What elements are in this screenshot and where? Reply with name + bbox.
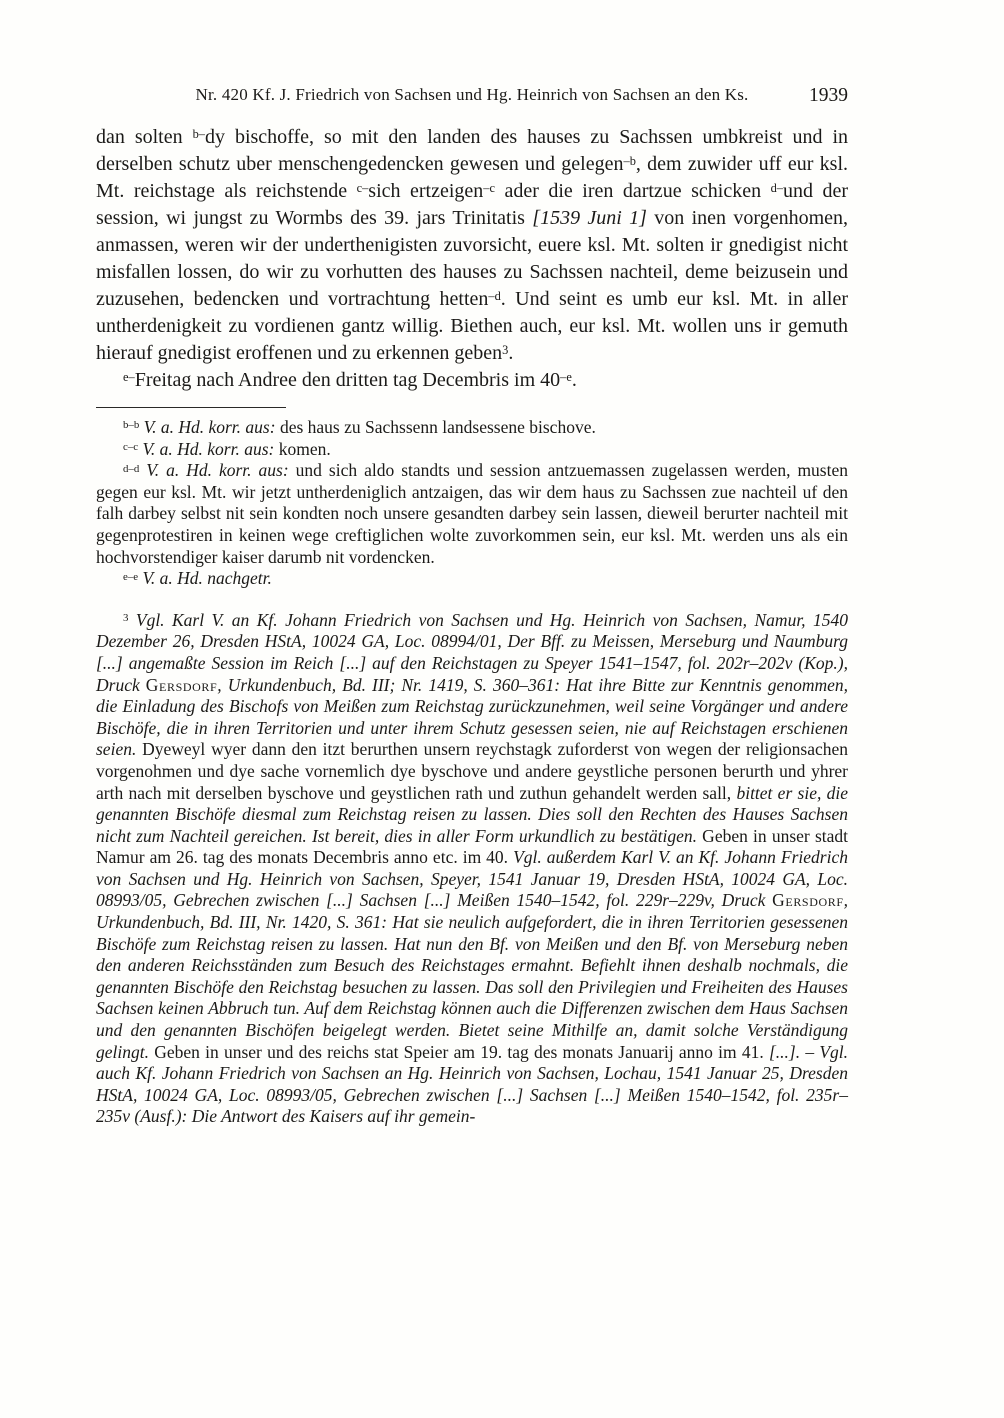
text-segment: Gersdorf <box>772 890 844 911</box>
main-text <box>96 124 848 394</box>
text-segment: V. a. Hd. korr. aus: <box>143 417 276 437</box>
apparatus-separator-rule <box>96 407 286 408</box>
text-segment <box>128 610 135 630</box>
text-segment: dan solten <box>96 126 193 148</box>
text-segment: von inen vorgenhomen, anmassen, weren wir der underthenigisten zuvorsicht, euere ksl. Mt. solten ir gnedigist nicht misfallen lossen, do wir zu vorhutten des hauses zu Sachssen nachteil, deme beizusein und zuzusehen, bedencken und vortrachtung hetten <box>96 207 849 310</box>
critical-apparatus <box>96 417 848 590</box>
page-number: 1939 <box>809 85 848 106</box>
text-segment: V. a. Hd. korr. aus: <box>146 460 289 481</box>
apparatus-entry-d-d <box>96 460 848 568</box>
note-marker: b–b <box>123 419 140 432</box>
text-segment: und der session, wi jungst zu Wormbs des 39. jars Trinitatis <box>96 180 849 229</box>
text-segment: sich ertzeigen <box>368 180 484 202</box>
note-marker: –e <box>560 369 572 384</box>
text-segment: Vgl. außerdem Karl V. an Kf. Johann Friedrich von Sachsen und Hg. Heinrich von Sachsen, Speyer, 1541 Januar 19, Dresden HStA, 10024 GA, Loc. 08993/05, Gebrechen zwischen [...] Sachsen [...] Meißen 1540–1542, fol. 229r–229v, Druck <box>96 847 848 911</box>
note-marker: c–c <box>123 441 139 454</box>
note-marker: b– <box>192 126 205 141</box>
running-header-title: Nr. 420 Kf. J. Friedrich von Sachsen und Hg. Heinrich von Sachsen an den Ks. <box>195 85 749 104</box>
text-segment: und sich aldo standts und session antzuemassen zugelassen werden, musten gegen eur ksl. Mt. wir jetzt untherdeniglich antzaigen, das wir dem haus zu Sachssen zue nachteil uf den falh darbey selbst nit sein kondten noch unsere gesandten darbey sein lassen, dieweil berurter nachteil mit gegenprotestiren in keinen wege creftiglichen wolte zuvorkommen sein, eur ksl. Mt. werden uns als ein hochvorstendiger kaiser darumb nit vordencken. <box>96 460 848 567</box>
note-marker: 3 <box>502 342 509 357</box>
text-segment: Vgl. Karl V. an Kf. Johann Friedrich von Sachsen und Hg. Heinrich von Sachsen, Namur, 1540 Dezember 26, Dresden HStA, 10024 GA, Loc. 08994/01, Der Bff. zu Meissen, Merseburg und Naumburg [...] angemaßte Session im Reich [...] auf den Reichstagen zu Speyer 1541–1547, fol. 202r–202v (Kop.), Druck <box>96 609 849 695</box>
apparatus-entry-c-c <box>96 439 848 461</box>
text-segment: V. a. Hd. korr. aus: <box>142 438 275 459</box>
text-segment: Geben in unser stadt Namur am 26. tag des monats Decembris anno etc. im 40. <box>96 825 848 868</box>
note-marker: c– <box>356 180 369 195</box>
note-marker: d– <box>770 180 783 195</box>
letter-body-paragraph <box>96 124 848 367</box>
footnote-3 <box>96 610 848 1128</box>
apparatus-entry-b-b <box>96 417 848 439</box>
text-segment: , Urkundenbuch, Bd. III; Nr. 1419, S. 360–361: Hat ihre Bitte zur Kenntnis genommen, die Einladung des Bischofs von Meißen zum Reichstag zurückzunehmen, weil seine Vorgänger und andere Bischöfe, die in ihren Territorien und unter ihrem Schutz gesessen seien, nie auf Reichstagen erschienen seien. <box>96 674 848 760</box>
dateline-paragraph <box>96 367 848 394</box>
running-header <box>96 84 848 108</box>
text-segment: Gersdorf <box>145 674 218 695</box>
text-segment: , dem zuwider uff eur ksl. Mt. reichstage als reichstende <box>96 153 848 202</box>
footnotes-section <box>96 610 848 1128</box>
text-segment: ader die iren dartzue schicken <box>494 180 771 202</box>
text-segment: . <box>571 369 577 391</box>
text-segment: komen. <box>274 438 331 459</box>
text-column <box>96 84 848 1128</box>
text-segment: Geben in unser und des reichs stat Speier am 19. tag des monats Januarij anno im 41. <box>148 1041 769 1062</box>
note-marker: d–d <box>123 462 140 475</box>
note-marker: e–e <box>123 570 139 583</box>
text-segment: dy bischoffe, so mit den landen des hauses zu Sachssen umbkreist und in derselben schutz uber menschengedencken gewesen und gelegen <box>96 126 849 175</box>
note-marker: –b <box>623 153 636 168</box>
note-marker: e– <box>123 369 135 384</box>
text-segment: . <box>508 342 514 364</box>
note-marker: –d <box>488 288 501 303</box>
note-marker: 3 <box>123 612 129 625</box>
text-segment: bittet er sie, die genannten Bischöfe diesmal zum Reichstag reisen zu lassen. Dies soll den Rechten des Hauses Sachsen nicht zum Nachteil gereichen. Ist bereit, dies in aller Form urkundlich zu bestätigen. <box>96 782 848 846</box>
text-segment: Dyeweyl wyer dann den itzt berurthen unsern reychstagk zuforderst von wegen der religionsachen vorgenohmen und dye sache vornemlich dye byschove und andere geystliche personen berurth und yhrer arth nach mit derselben byschove und geystlichen rath und zuthun gehandelt werden sall, <box>96 739 848 803</box>
text-segment: [...]. – Vgl. auch Kf. Johann Friedrich von Sachsen an Hg. Heinrich von Sachsen, Lochau, 1541 Januar 25, Dresden HStA, 10024 GA, Loc. 08993/05, Gebrechen zwischen [...] Sachsen [...] Meißen 1540–1542, fol. 235r–235v (Ausf.): Die Antwort des Kaisers auf ihr gemein- <box>96 1041 848 1127</box>
note-marker: –c <box>483 180 495 195</box>
text-segment: des haus zu Sachssenn landsessene bischove. <box>275 417 596 437</box>
apparatus-entry-e-e <box>96 568 848 590</box>
text-segment: . Und seint es umb eur ksl. Mt. in aller untherdenigkeit zu vordienen gantz willig. Biethen auch, eur ksl. Mt. wollen uns ir gemuth hierauf gnedigist eroffenen und zu erkennen geben <box>96 288 849 364</box>
text-segment: , Urkundenbuch, Bd. III, Nr. 1420, S. 361: Hat sie neulich aufgefordert, die in ihren Territorien gesessenen Bischöfe zum Reichstag reisen zu lassen. Hat nun den Bf. von Meißen und den Bf. von Merseburg neben den anderen Reichsständen zum Besuch des Reichstages ermahnt. Befiehlt ihnen deshalb nochmals, die genannten Bischöfe den Reichstag besuchen zu lassen. Das soll den Privilegien und Freiheiten des Hauses Sachsen keinen Abbruch tun. Auf dem Reichstag können auch die Differenzen zwischen dem Haus Sachsen und den genannten Bischöfen beigelegt werden. Bietet seine Mithilfe an, damit solche Verständigung gelingt. <box>96 890 848 1062</box>
text-segment: Freitag nach Andree den dritten tag Decembris im 40 <box>134 369 561 391</box>
text-segment: V. a. Hd. nachgetr. <box>142 568 272 589</box>
text-segment: [1539 Juni 1] <box>532 207 647 229</box>
